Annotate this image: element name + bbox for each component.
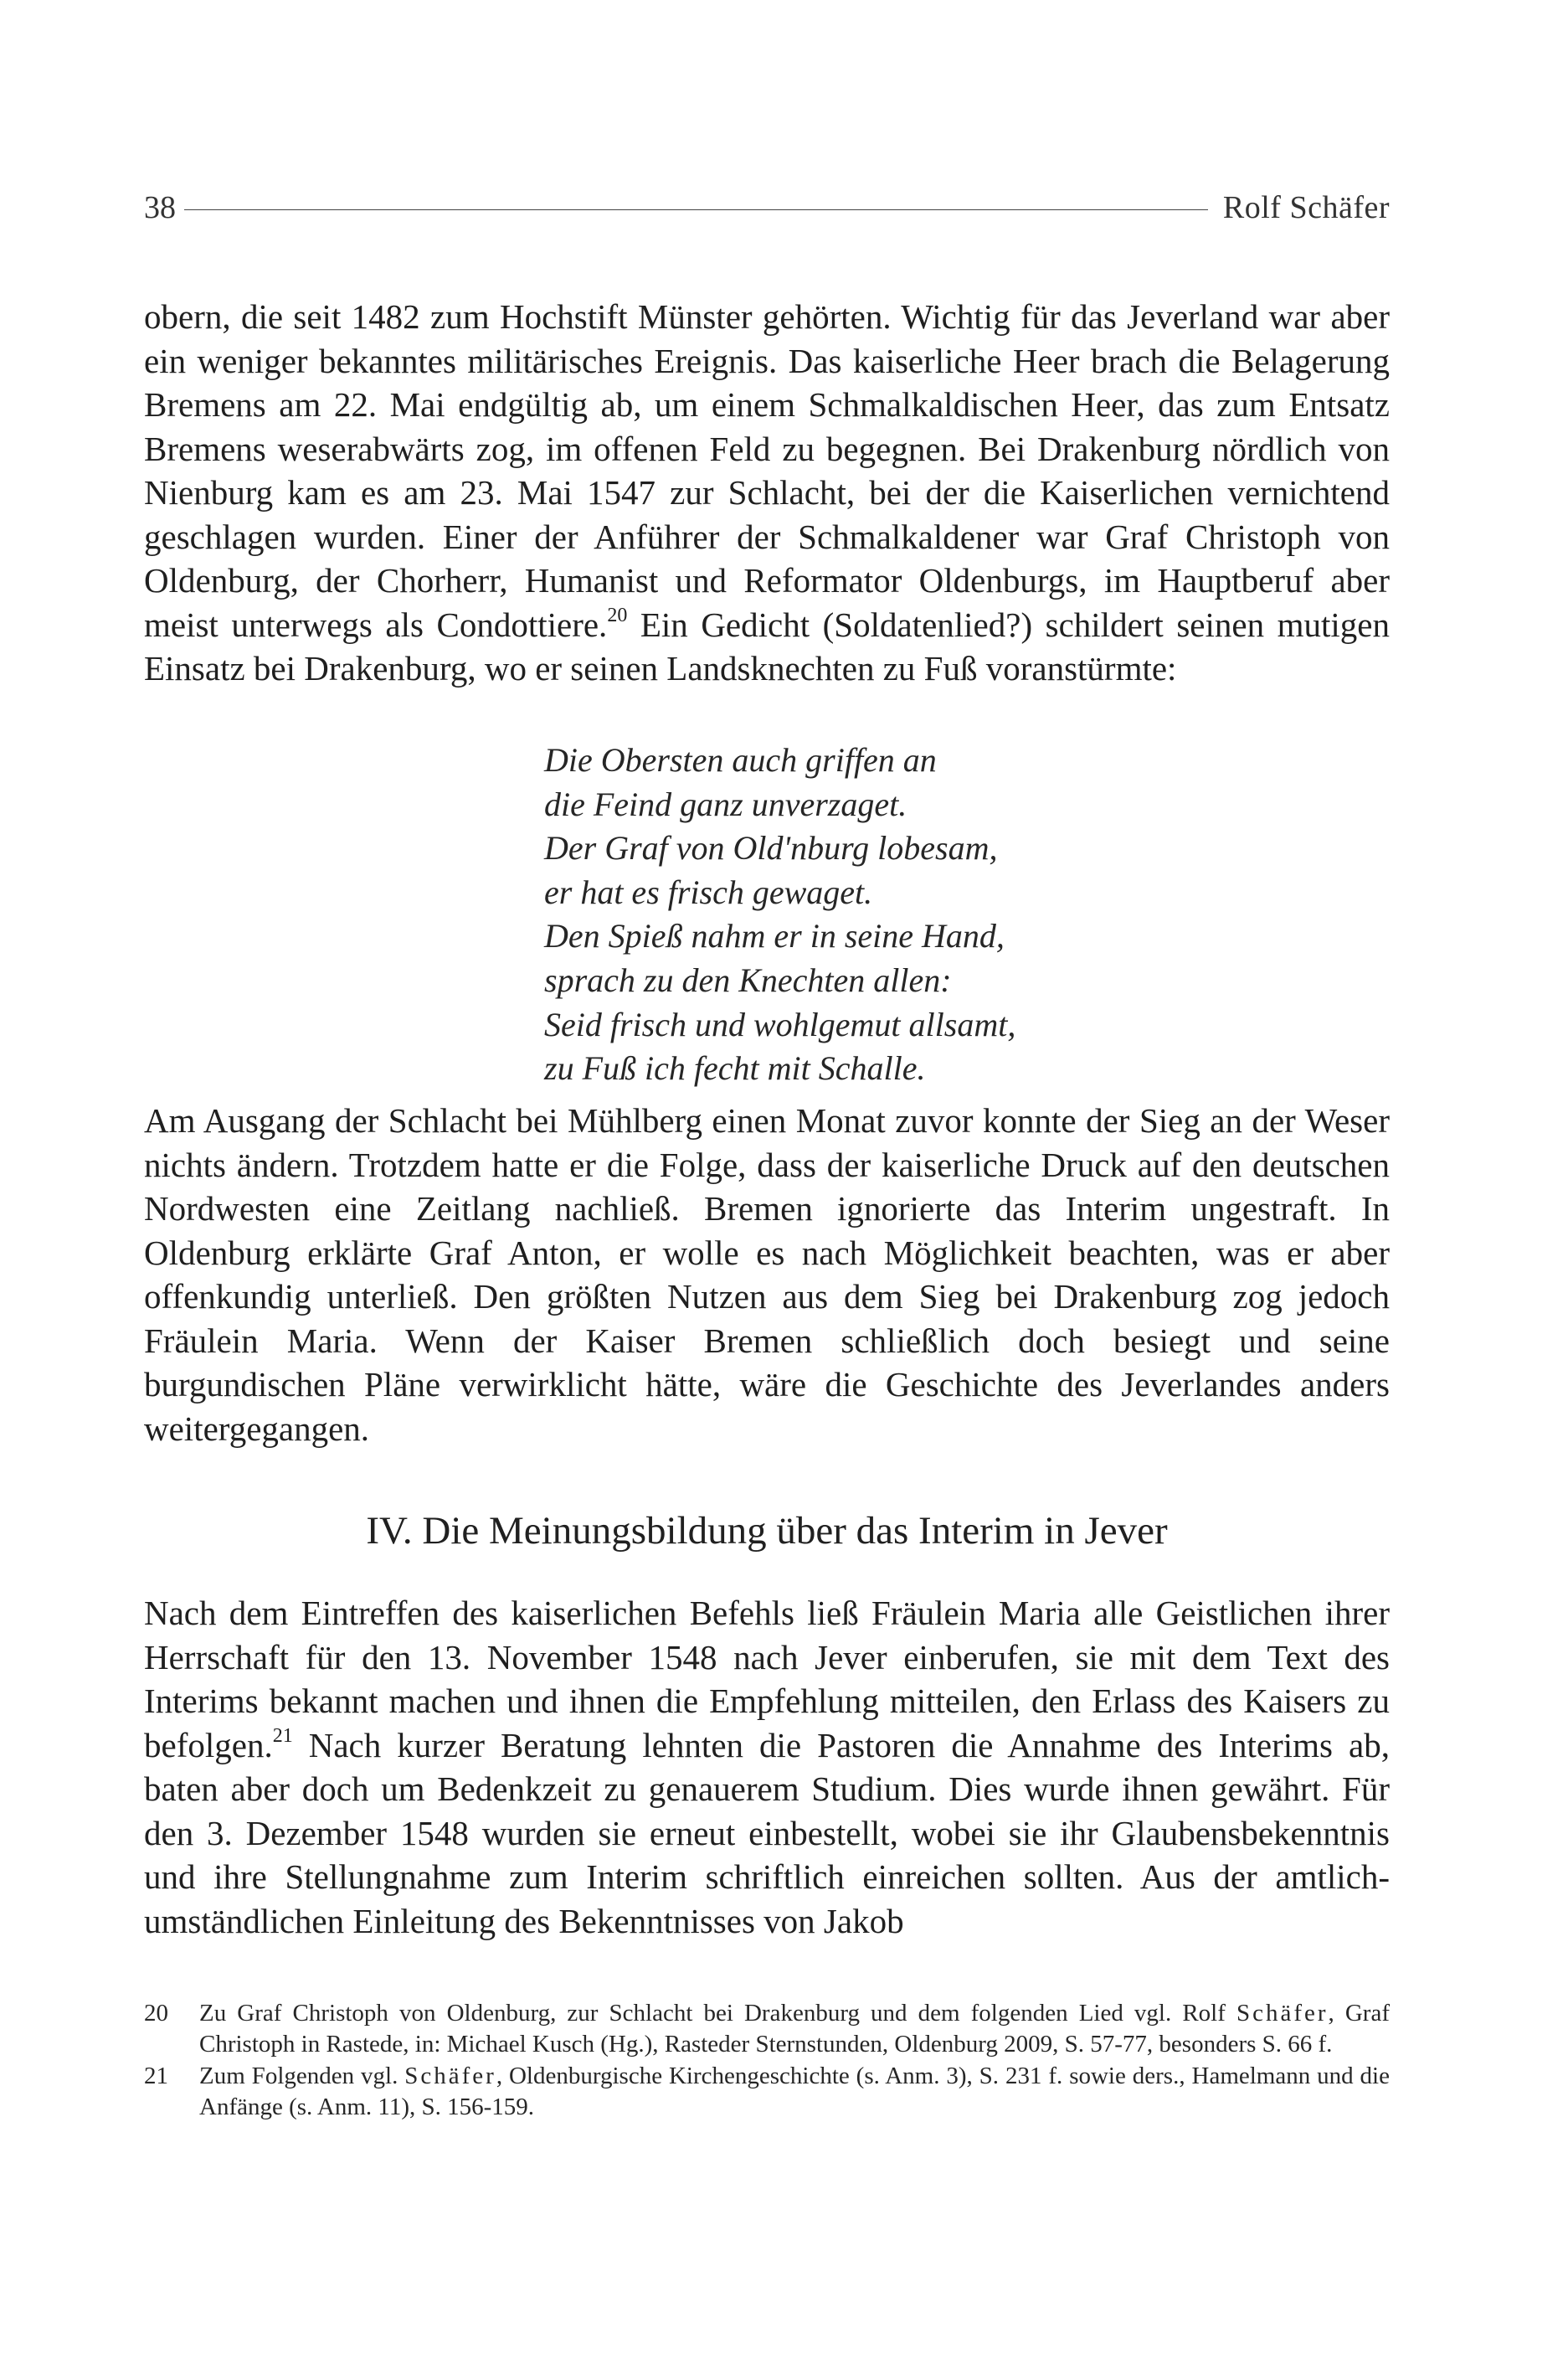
paragraph-3 (144, 1591, 1390, 1943)
paragraph-2-text: Am Ausgang der Schlacht bei Mühlberg einen Monat zuvor konnte der Sieg an der Weser nichts ändern. Trotzdem hatte er die Folge, dass der kaiserliche Druck auf den deutschen Nordwesten eine Zeitlang nachließ. Bremen ignorierte das Interim ungestraft. In Oldenburg erklärte Graf Anton, er wolle es nach Möglichkeit beachten, was er aber offenkundig unterließ. Den größten Nutzen aus dem Sieg bei Drakenburg zog jedoch Fräulein Maria. Wenn der Kaiser Bremen schließlich doch besiegt und seine burgundischen Pläne verwirklicht hätte, wäre die Geschichte des Jeverlandes anders weitergegangen. (144, 1101, 1390, 1448)
verse-line: er hat es frisch gewaget. (544, 873, 873, 911)
footnote-text-part: , Oldenburgische Kirchengeschichte (s. Anm. 3), S. 231 f. sowie ders., Hamelmann und die Anfänge (s. Anm. 11), S. 156-159. (199, 2063, 1390, 2120)
paragraph-2 (144, 1099, 1390, 1450)
paragraph-3-text (144, 1591, 1390, 1943)
footnote-number: 20 (144, 2000, 168, 2027)
header-rule (184, 209, 1208, 210)
footnote-author-name: Schäfer (1236, 2000, 1329, 2027)
footnote-ref-21[interactable]: 21 (272, 1724, 293, 1747)
page-number: 38 (144, 190, 176, 225)
footnote-20 (144, 1998, 1390, 2059)
verse-line: Die Obersten auch griffen an (544, 741, 937, 779)
paragraph-3-part-a: Nach dem Eintreffen des kaiserlichen Befehls ließ Fräulein Maria alle Geistlichen ihrer Herrschaft für den 13. November 1548 nach Jever einberufen, sie mit dem Text des Interims bekannt machen und ihnen die Empfehlung mitteilen, den Erlass des Kaisers zu befolgen. (144, 1594, 1390, 1764)
footnote-text (199, 1998, 1390, 2059)
running-head (144, 183, 1390, 233)
verse-line: die Feind ganz unverzaget. (544, 785, 907, 823)
footnotes (144, 1998, 1390, 2124)
footnote-number: 21 (144, 2063, 168, 2089)
footnote-text-part: Zu Graf Christoph von Oldenburg, zur Schlacht bei Drakenburg und dem folgenden Lied vgl. Rolf (199, 2000, 1236, 2027)
footnote-author-name: Schäfer (404, 2063, 496, 2089)
paragraph-1-part-a: obern, die seit 1482 zum Hochstift Münster gehörten. Wichtig für das Jeverland war aber ein weniger bekanntes militärisches Ereignis. Das kaiserliche Heer brach die Belagerung Bremens am 22. Mai endgültig ab, um einem Schmalkaldischen Heer, das zum Entsatz Bremens weserabwärts zog, im offenen Feld zu begegnen. Bei Drakenburg nördlich von Nienburg kam es am 23. Mai 1547 zur Schlacht, bei der die Kaiserlichen vernichtend geschlagen wurden. Einer der Anführer der Schmalkaldener war Graf Christoph von Oldenburg, der Chorherr, Humanist und Reformator Oldenburgs, im Hauptberuf aber meist unterwegs als Condottiere. (144, 297, 1390, 644)
verse-line: sprach zu den Knechten allen: (544, 961, 952, 999)
footnote-text (199, 2061, 1390, 2122)
verse-line: Der Graf von Old'nburg lobesam, (544, 829, 998, 868)
footnote-21 (144, 2061, 1390, 2122)
poem-verse (544, 739, 1298, 1091)
footnote-text-part: Zum Folgenden vgl. (199, 2063, 405, 2089)
section-heading: IV. Die Meinungsbildung über das Interim in Jever (366, 1509, 1168, 1553)
verse-line: zu Fuß ich fecht mit Schalle. (544, 1049, 926, 1088)
paragraph-3-part-b: Nach kurzer Beratung lehnten die Pastoren die Annahme des Interims ab, baten aber doch um Bedenkzeit zu genauerem Studium. Dies wurde ihnen gewährt. Für den 3. Dezember 1548 wurden sie erneut einbestellt, wobei sie ihr Glaubensbekenntnis und ihre Stellungnahme zum Interim schriftlich einreichen sollten. Aus der amtlich-umständlichen Einleitung des Bekenntnisses von Jakob (144, 1725, 1390, 1940)
footnote-ref-20[interactable]: 20 (607, 604, 628, 626)
running-head-author: Rolf Schäfer (1222, 190, 1390, 225)
verse-line: Den Spieß nahm er in seine Hand, (544, 917, 1005, 955)
paragraph-1 (144, 295, 1390, 691)
paragraph-1-part-b: Ein Gedicht (Soldatenlied?) schildert seinen mutigen Einsatz bei Drakenburg, wo er seinen Landsknechten zu Fuß voranstürmte: (144, 605, 1390, 688)
paragraph-1-text (144, 295, 1390, 691)
verse-line: Seid frisch und wohlgemut allsamt, (544, 1005, 1016, 1043)
footnote-text-part: , Graf Christoph in Rastede, in: Michael Kusch (Hg.), Rasteder Sternstunden, Oldenburg 2009, S. 57-77, besonders S. 66 f. (199, 2000, 1390, 2058)
